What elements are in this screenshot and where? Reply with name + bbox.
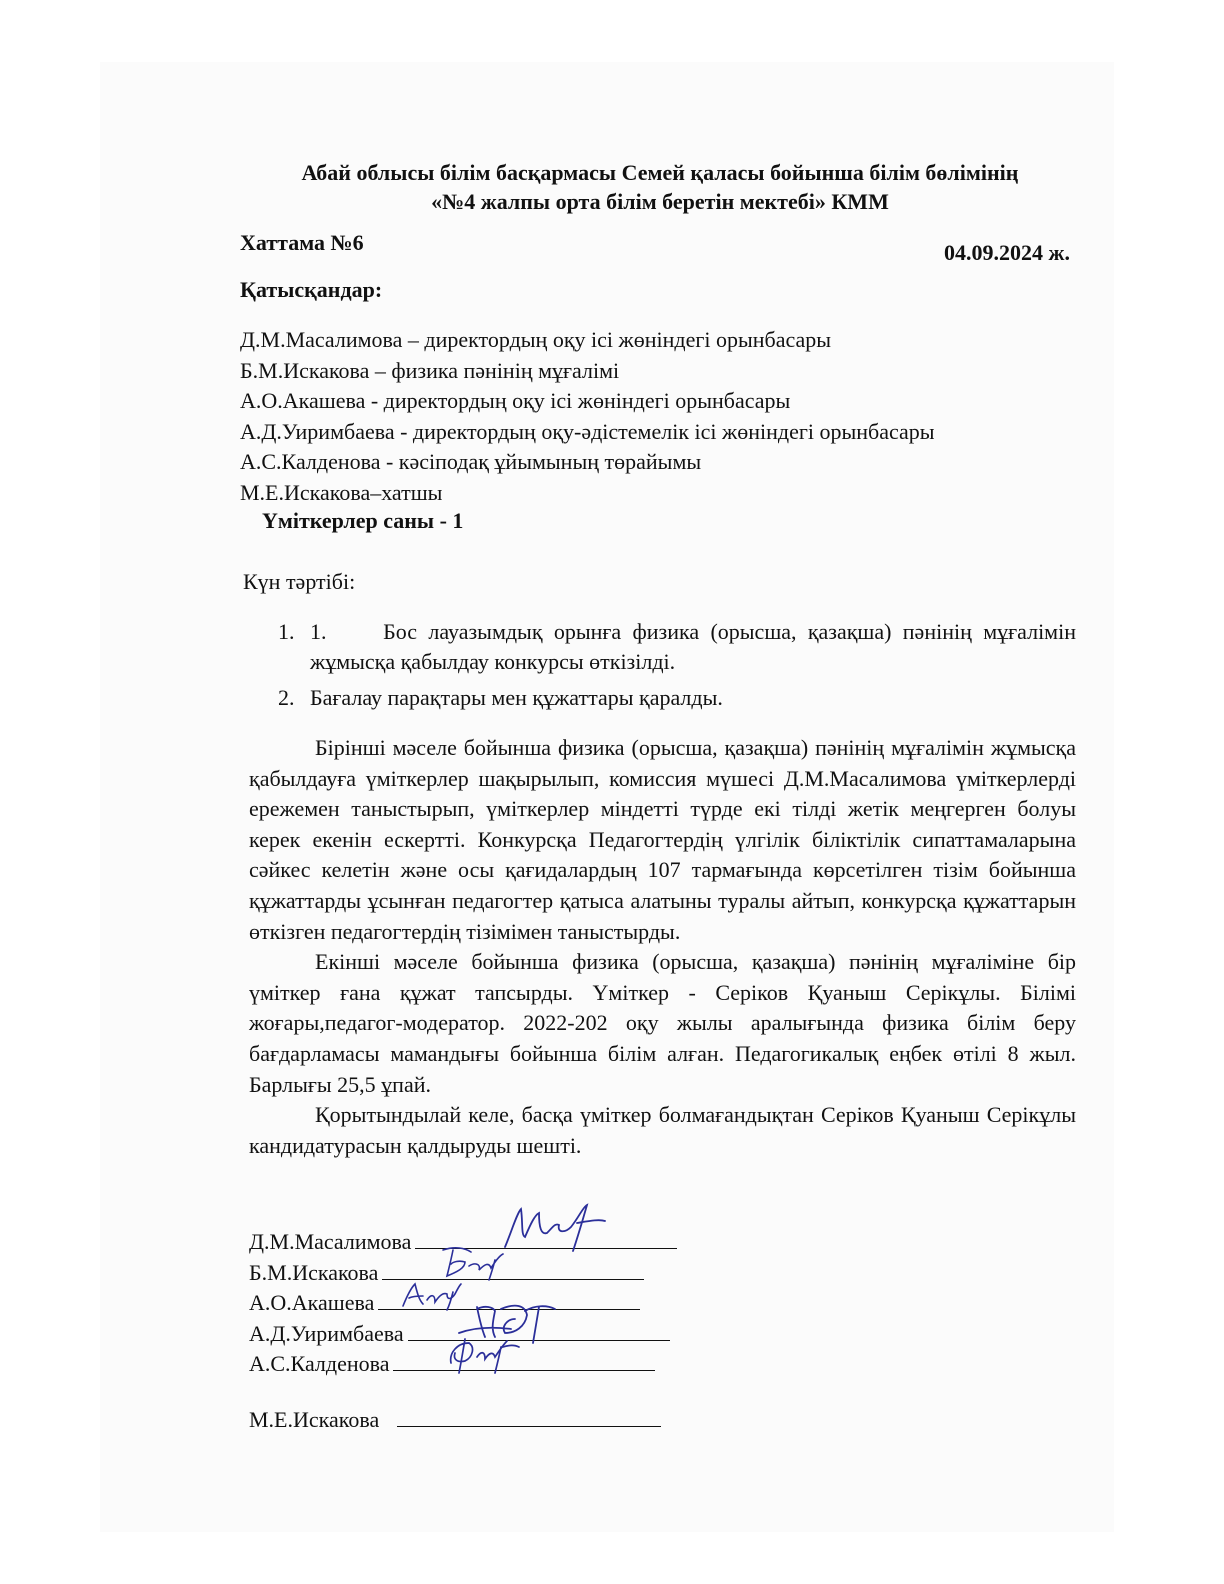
signature-block xyxy=(249,1227,677,1435)
participant: А.Д.Уиримбаева - директордың оқу-әдістемелік ісі жөніндегі орынбасары xyxy=(240,418,935,444)
signature-line xyxy=(397,1406,661,1427)
signature-row xyxy=(249,1258,677,1289)
signatory-name: А.Д.Уиримбаева xyxy=(249,1320,404,1346)
agenda-item xyxy=(278,617,1076,677)
participant: А.С.Калденова - кәсіподақ ұйымының төрайымы xyxy=(240,449,702,474)
participant: Д.М.Масалимова – директордың оқу ісі жөніндегі орынбасары xyxy=(240,327,832,352)
body-paragraph: Бірінші мәселе бойынша физика (орысша, қазақша) пәнінің мұғалімін жұмысқа қабылдауға үміткерлер шақырылып, комиссия мүшесі Д.М.Масалимова үміткерлерді ережемен таныстырып, үміткерлер міндетті түрде екі тілді жетік меңгерген болуы керек екенін ескертті. Конкурсқа Педагогтердің үлгілік біліктілік сипаттамаларына сәйкес келетін және осы қағидалардың 107 тармағында көрсетілген тізім бойынша құжаттарды ұсынған педагогтер қатыса алатыны туралы айтып, конкурсқа құжаттарын өткізген педагогтердің тізімімен таныстырды. xyxy=(249,735,1076,944)
signature-line xyxy=(378,1289,640,1310)
header-line-2: «№4 жалпы орта білім беретін мектебі» КММ xyxy=(431,189,889,214)
signature-row xyxy=(249,1227,677,1258)
agenda-item-text: 1. Бос лауазымдық орынға физика (орысша, қазақша) пәнінің мұғалімін жұмысқа қабылдау конкурсы өткізілді. xyxy=(310,619,1076,674)
body-paragraph: Екінші мәселе бойынша физика (орысша, қазақша) пәнінің мұғаліміне бір үміткер ғана құжат тапсырды. Үміткер - Серіков Қуаныш Серікұлы. Білімі жоғары,педагог-модератор. 2022-202 оқу жылы аралығында физика білім беру бағдарламасы мамандығы бойынша білім алған. Педагогикалық еңбек өтілі 8 жыл. Барлығы 25,5 ұпай. xyxy=(249,949,1076,1097)
participants-title: Қатысқандар: xyxy=(240,277,383,302)
document-header xyxy=(240,158,1080,216)
participant: А.О.Акашева - директордың оқу ісі жөніндегі орынбасары xyxy=(240,388,791,413)
agenda-item-number: 1. xyxy=(278,619,295,644)
signature-row xyxy=(249,1405,677,1436)
header-line-1: Абай облысы білім басқармасы Семей қаласы бойынша білім бөлімінің xyxy=(301,160,1019,185)
signature-line xyxy=(382,1259,644,1280)
participant: Б.М.Искакова – физика пәнінің мұғалімі xyxy=(240,357,620,383)
agenda-item xyxy=(278,683,1076,713)
protocol-date: 04.09.2024 ж. xyxy=(944,240,1070,265)
agenda-item-number: 2. xyxy=(278,685,295,710)
agenda-item-text: Бағалау парақтары мен құжаттары қаралды. xyxy=(310,685,723,710)
signature-line xyxy=(393,1350,655,1371)
agenda-list xyxy=(278,617,1076,713)
participants-list xyxy=(240,325,935,508)
signatory-name: Б.М.Искакова xyxy=(249,1259,379,1285)
signature-row xyxy=(249,1349,677,1380)
signatory-name: А.О.Акашева xyxy=(249,1290,375,1315)
signatory-name: Д.М.Масалимова xyxy=(249,1229,412,1254)
signatory-name: М.Е.Искакова xyxy=(249,1406,380,1432)
signatory-name: А.С.Калденова xyxy=(249,1351,390,1376)
candidates-count: Үміткерлер саны - 1 xyxy=(262,508,464,533)
document-body xyxy=(249,733,1076,1161)
signature-row xyxy=(249,1288,677,1319)
body-paragraph: Қорытындылай келе, басқа үміткер болмағандықтан Серіков Қуаныш Серікұлы кандидатурасын қалдыруды шешті. xyxy=(249,1102,1076,1158)
agenda-title: Күн тәртібі: xyxy=(243,569,356,594)
signature-line xyxy=(415,1228,677,1249)
signature-line xyxy=(408,1320,670,1341)
protocol-title: Хаттама №6 xyxy=(240,230,364,255)
signature-row xyxy=(249,1319,677,1350)
participant: М.Е.Искакова–хатшы xyxy=(240,479,443,505)
